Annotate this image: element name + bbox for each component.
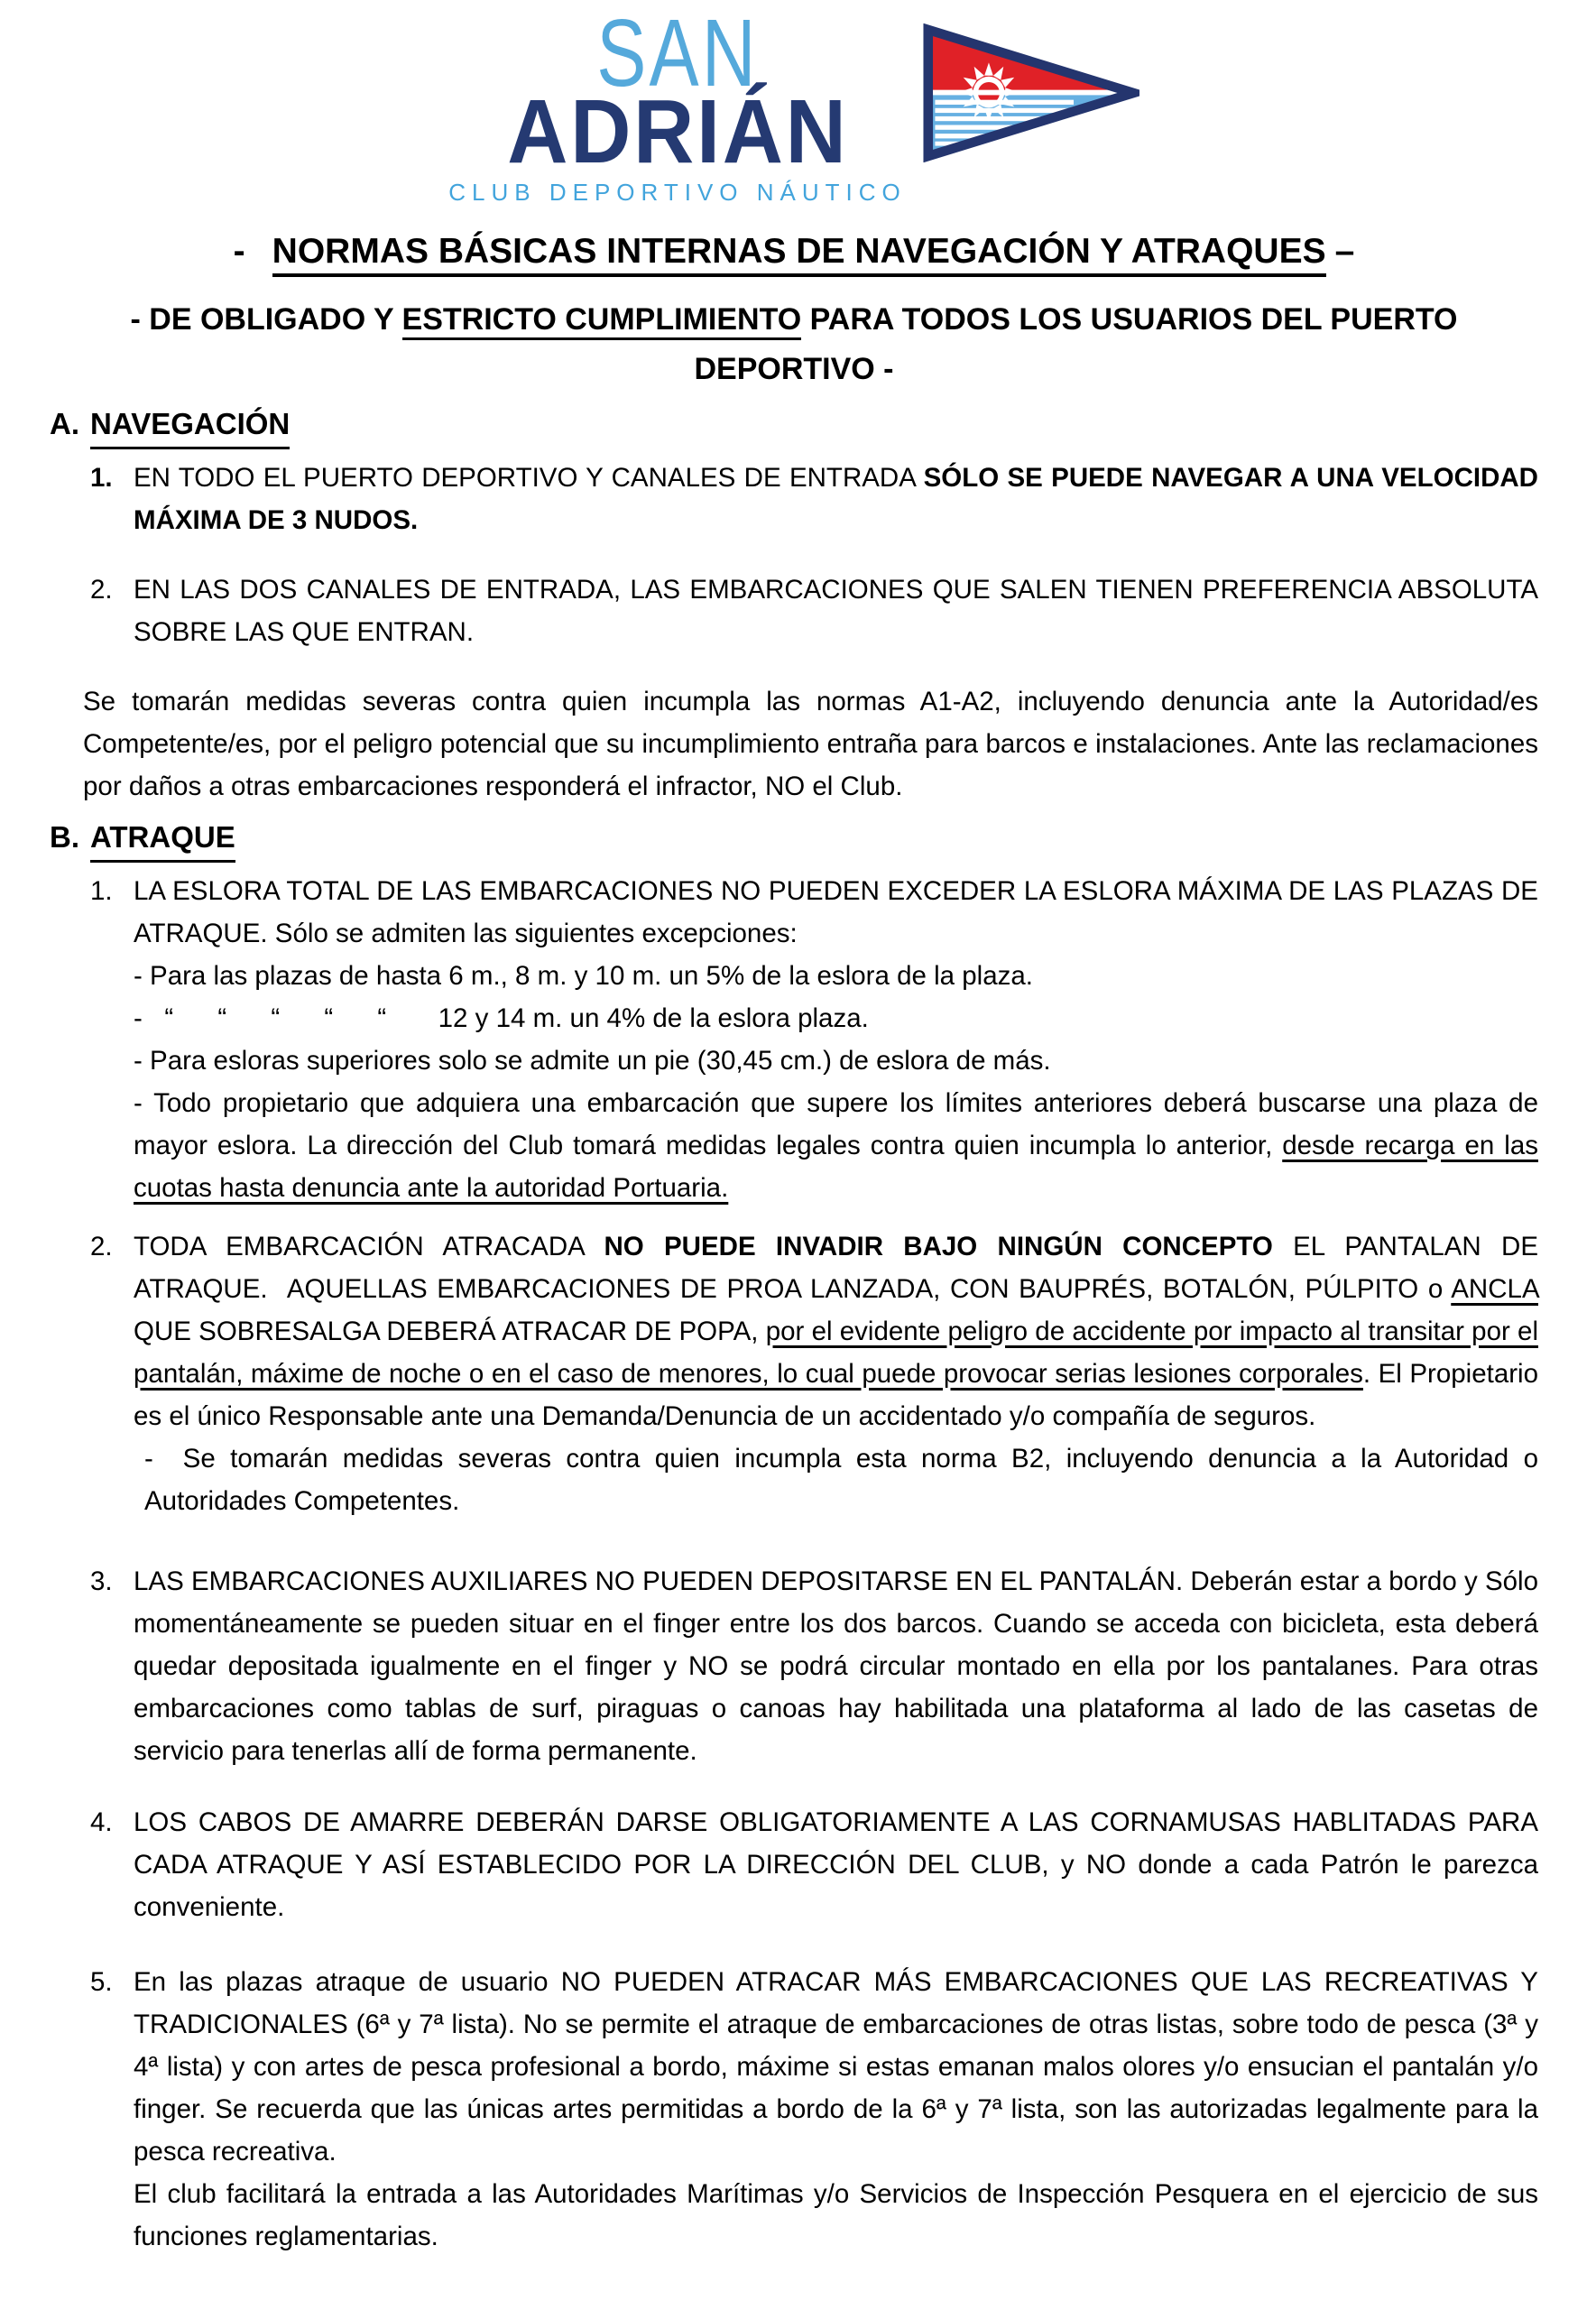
section-a-heading: [50, 403, 1538, 449]
item-b5-text: [134, 1961, 1538, 2258]
item-b2-run-3: EL PANTALAN DE ATRAQUE. AQUELLAS EMBARCACIONES DE PROA LANZADA, CON BAUPRÉS, BOTALÓN, PÚLPITO o: [134, 1231, 1539, 1304]
item-b2-run-4-underlined: ANCLA: [1451, 1273, 1538, 1304]
club-logo-wordmark: [448, 0, 907, 207]
club-burgee-flag-icon: [923, 23, 1139, 162]
item-b1-owner-note: [134, 1082, 1538, 1209]
item-b2-main: [134, 1225, 1538, 1437]
item-b1-owner-note-normal: - Todo propietario que adquiera una embarcación que supere los límites anteriores deberá buscarse una plaza de mayor eslora. La dirección del Club tomará medidas legales contra quien incumpla lo anterior,: [134, 1087, 1538, 1160]
subtitle-post: PARA TODOS LOS USUARIOS DEL PUERTO DEPORTIVO -: [694, 302, 1458, 386]
item-b2-run-6-underlined: por el evidente peligro de accidente por impacto al transitar por el pantalán, máxime de noche o en el caso de menores, lo cual puede provocar serias lesiones corporales: [134, 1316, 1538, 1389]
logo-tagline: CLUB DEPORTIVO NÁUTICO: [448, 179, 907, 206]
title-dash-right: –: [1334, 232, 1355, 271]
item-a1-run-bold: SÓLO SE PUEDE NAVEGAR A UNA VELOCIDAD MÁXIMA DE 3 NUDOS.: [134, 463, 1538, 535]
item-b2-run-2-bold: NO PUEDE INVADIR BAJO NINGÚN CONCEPTO: [604, 1231, 1273, 1261]
item-a1: [50, 457, 1538, 541]
item-b1-exception-1: - Para las plazas de hasta 6 m., 8 m. y 10 m. un 5% de la eslora de la plaza.: [134, 960, 1033, 991]
item-b2: [50, 1225, 1538, 1522]
item-a2-text: EN LAS DOS CANALES DE ENTRADA, LAS EMBARCACIONES QUE SALEN TIENEN PREFERENCIA ABSOLUTA SOBRE LAS QUE ENTRAN.: [134, 575, 1538, 647]
item-b1-text: [134, 870, 1538, 1209]
page-title: [50, 228, 1538, 275]
section-a-note: Se tomarán medidas severas contra quien incumpla las normas A1-A2, incluyendo denuncia ante la Autoridad/es Competente/es, por el peligro potencial que su incumplimiento entraña para barcos e instalaciones. Ante las reclamaciones por daños a otras embarcaciones responderá el infractor, NO el Club.: [83, 686, 1538, 801]
item-b3-number: 3.: [90, 1566, 113, 1596]
item-a1-run-normal: EN TODO EL PUERTO DEPORTIVO Y CANALES DE ENTRADA: [134, 463, 924, 493]
club-logo: [50, 0, 1538, 207]
item-b2-run-7: . El Propietario es el único Responsable ante una Demanda/Denuncia de un accidentado y/o compañía de seguros.: [134, 1358, 1539, 1431]
page-subtitle: [117, 295, 1471, 394]
logo-text-san: SAN: [596, 0, 759, 106]
item-b5: [50, 1961, 1538, 2258]
item-b4-number: 4.: [90, 1806, 113, 1837]
item-b5-para-1: En las plazas atraque de usuario NO PUEDEN ATRACAR MÁS EMBARCACIONES QUE LAS RECREATIVAS Y TRADICIONALES (6ª y 7ª lista). No se permite el atraque de embarcaciones de otras listas, sobre todo de pesca (3ª y 4ª lista) y con artes de pesca profesional a bordo, máxime si estas emanan malos olores y/o ensucian el pantalán y/o finger. Se recuerda que las únicas artes permitidas a bordo de la 6ª y 7ª lista, son las autorizadas legalmente para la pesca recreativa.: [134, 1966, 1538, 2167]
section-b-title: ATRAQUE: [90, 817, 235, 863]
subtitle-pre: - DE OBLIGADO Y: [130, 302, 402, 337]
item-b2-run-5: QUE SOBRESALGA DEBERÁ ATRACAR DE POPA,: [134, 1316, 766, 1346]
item-b1-number: 1.: [90, 875, 113, 906]
item-a1-text: [134, 457, 1538, 541]
item-b5-number: 5.: [90, 1966, 113, 1997]
item-b2-sub-note: - Se tomarán medidas severas contra quien incumpla esta norma B2, incluyendo denuncia a la Autoridad o Autoridades Competentes.: [144, 1443, 1538, 1516]
subtitle-underlined: ESTRICTO CUMPLIMIENTO: [402, 302, 802, 340]
item-b5-para-2: El club facilitará la entrada a las Autoridades Marítimas y/o Servicios de Inspección Pesquera en el ejercicio de sus funciones reglamentarias.: [134, 2178, 1538, 2251]
logo-text-adrian: ADRIÁN: [506, 81, 849, 182]
item-a1-number: 1.: [90, 463, 113, 493]
item-b1-owner-note-underlined: desde recarga en las cuotas hasta denuncia ante la autoridad Portuaria.: [134, 1130, 1538, 1203]
item-a2: [50, 568, 1538, 653]
section-b-letter: B.: [50, 819, 79, 854]
item-b2-run-1: TODA EMBARCACIÓN ATRACADA: [134, 1231, 604, 1261]
item-b1-exception-2: - “ “ “ “ “ 12 y 14 m. un 4% de la eslora plaza.: [134, 1003, 869, 1033]
item-b2-text: [134, 1225, 1538, 1522]
item-a2-number: 2.: [90, 575, 113, 605]
title-main: NORMAS BÁSICAS INTERNAS DE NAVEGACIÓN Y ATRAQUES: [272, 232, 1326, 277]
item-b1: [50, 870, 1538, 1209]
item-b3-text: LAS EMBARCACIONES AUXILIARES NO PUEDEN DEPOSITARSE EN EL PANTALÁN. Deberán estar a bordo y Sólo momentáneamente se pueden situar en el finger entre los dos barcos. Cuando se acceda con bicicleta, esta deberá quedar depositada igualmente en el finger y NO se podrá circular montado en ella por los pantalanes. Para otras embarcaciones como tablas de surf, piraguas o canoas hay habilitada una plataforma al lado de las casetas de servicio para tenerlas allí de forma permanente.: [134, 1566, 1538, 1766]
item-b2-number: 2.: [90, 1231, 113, 1261]
item-b3: [50, 1560, 1538, 1772]
title-dash-left: -: [233, 232, 245, 271]
item-b4-text: LOS CABOS DE AMARRE DEBERÁN DARSE OBLIGATORIAMENTE A LAS CORNAMUSAS HABLITADAS PARA CADA ATRAQUE Y ASÍ ESTABLECIDO POR LA DIRECCIÓN DEL CLUB, y NO donde a cada Patrón le parezca conveniente.: [134, 1806, 1538, 1922]
section-a-letter: A.: [50, 407, 79, 440]
section-b-heading: [50, 817, 1538, 863]
item-b1-exception-3: - Para esloras superiores solo se admite un pie (30,45 cm.) de eslora de más.: [134, 1045, 1051, 1076]
section-a-title: NAVEGACIÓN: [90, 403, 290, 449]
item-b4: [50, 1801, 1538, 1928]
item-b1-intro: LA ESLORA TOTAL DE LAS EMBARCACIONES NO PUEDEN EXCEDER LA ESLORA MÁXIMA DE LAS PLAZAS DE ATRAQUE. Sólo se admiten las siguientes excepciones:: [134, 875, 1538, 948]
